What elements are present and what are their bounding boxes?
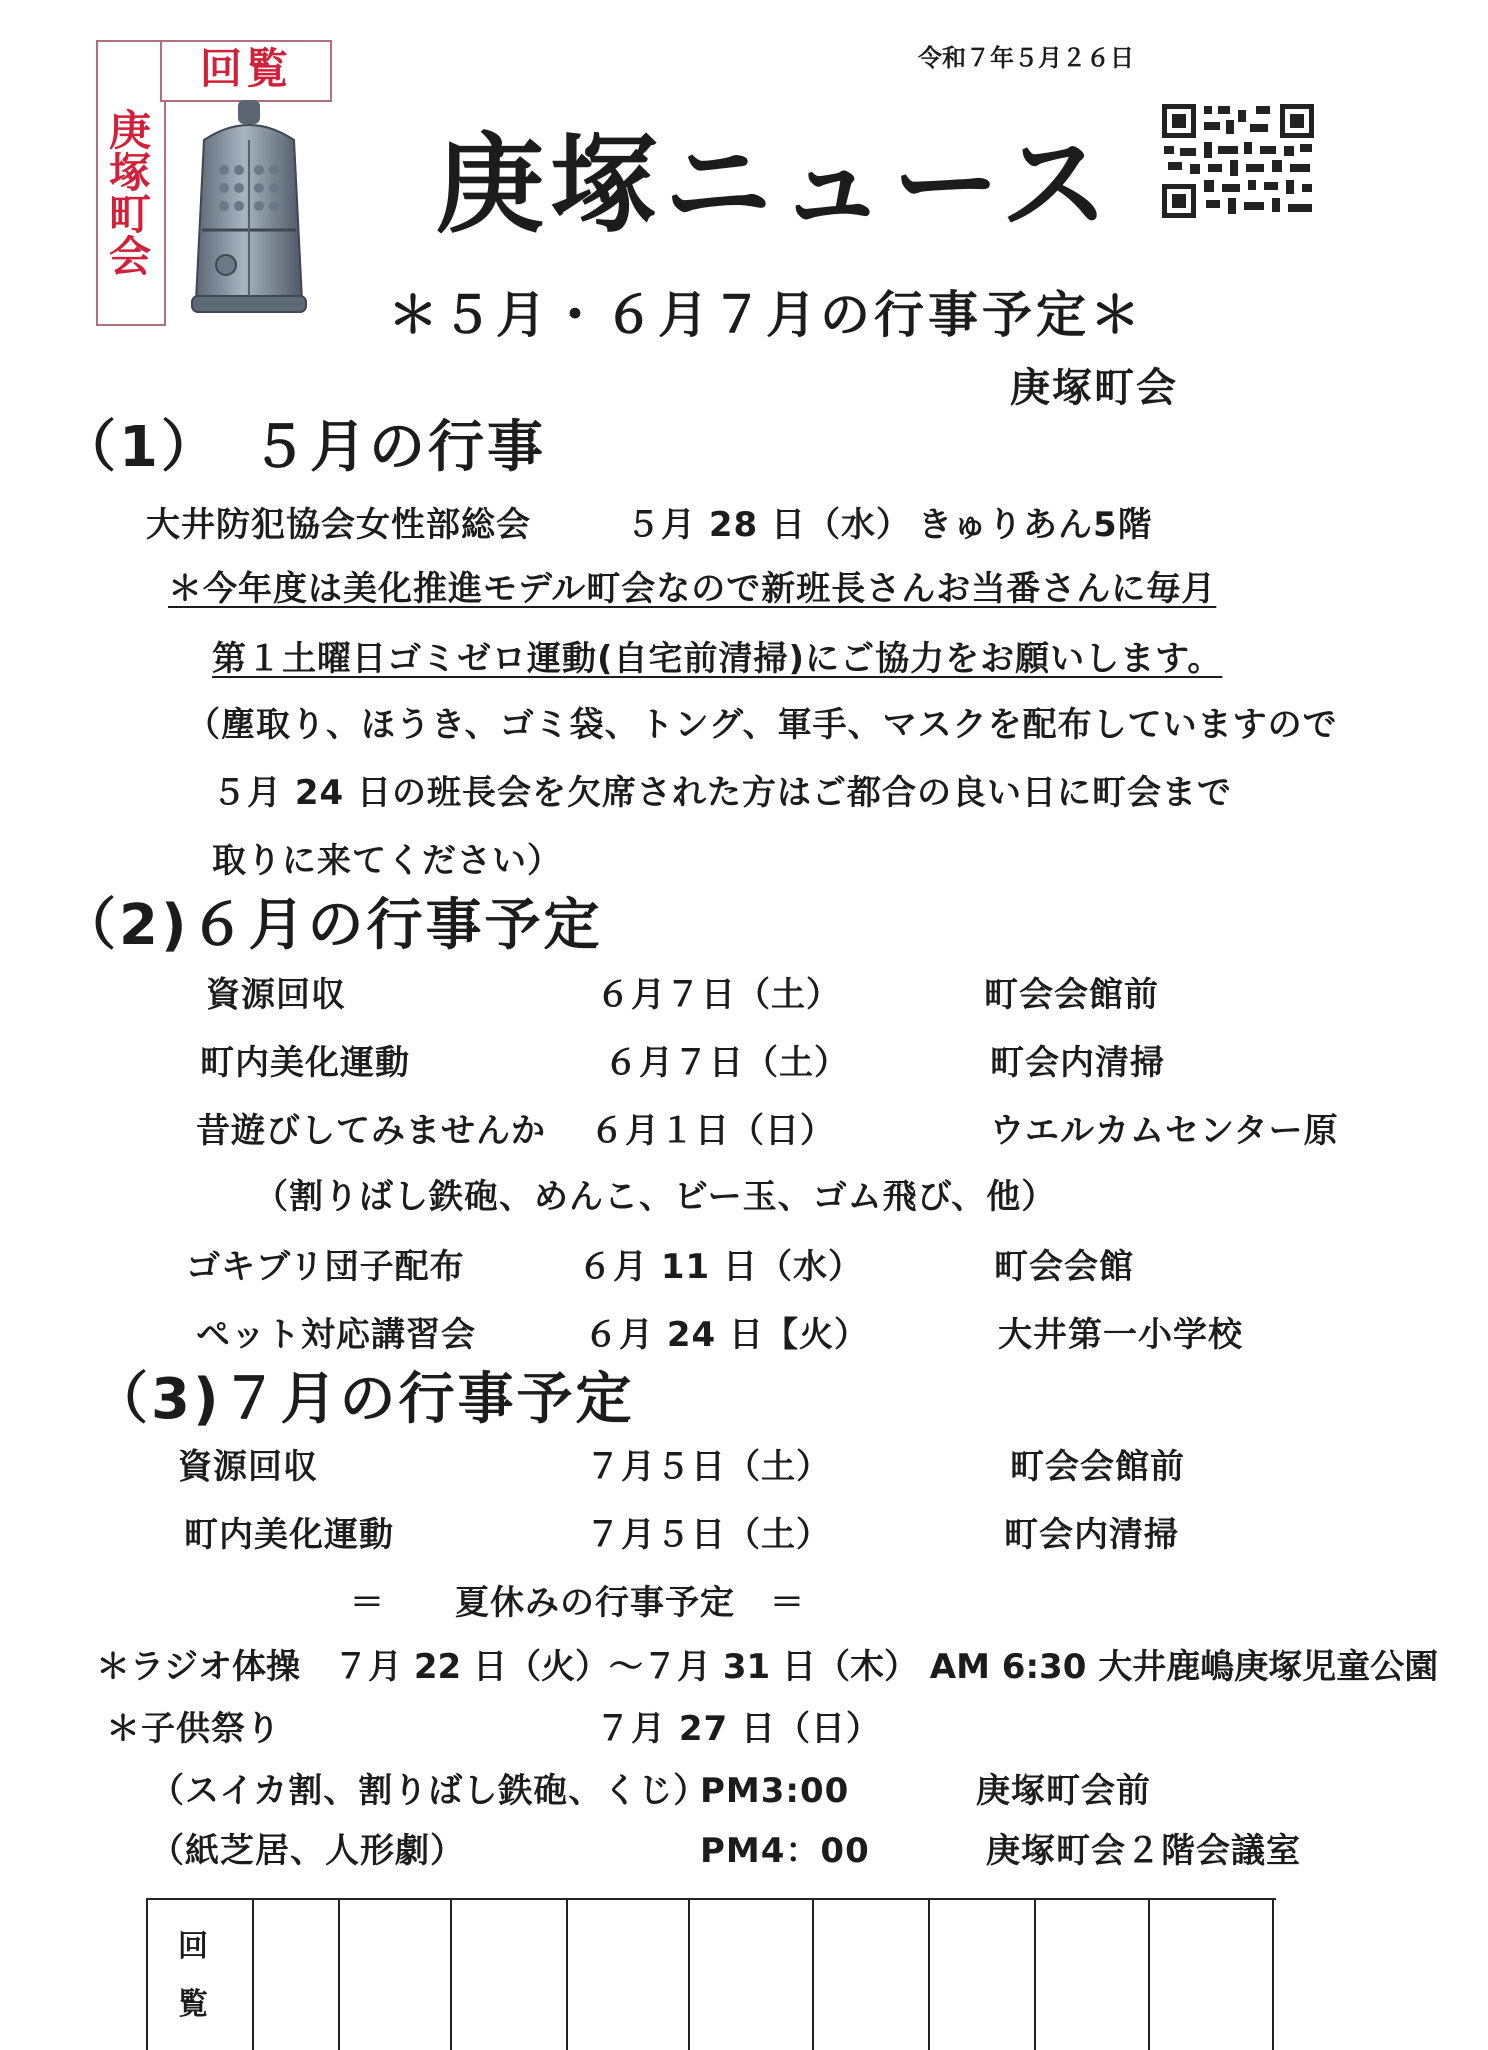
section-july-heading: （3)７月の行事予定 (92, 1367, 635, 1432)
stamp-side-box (96, 40, 166, 326)
june-row-4-name: ゴキブリ団子配布 (186, 1247, 465, 1287)
june-row-3-place: ウエルカムセンター原 (990, 1111, 1339, 1151)
june-row-3-name: 昔遊びしてみませんか (196, 1111, 546, 1151)
may-event-name: 大井防犯協会女性部総会 (146, 505, 531, 545)
july-row-2-place: 町会内清掃 (1004, 1515, 1179, 1555)
newsletter-title: 庚塚ニュース (436, 123, 1115, 248)
circulation-cell-divider (928, 1900, 930, 2050)
june-row-5-name: ペット対応講習会 (196, 1315, 476, 1355)
june-row-1-name: 資源回収 (206, 975, 346, 1015)
stamp-org-vertical: 庚塚町会 (103, 108, 152, 276)
section-may-heading: （1） ５月の行事 (60, 415, 546, 480)
kids-detail-1-items: （スイカ割、割りばし鉄砲、くじ） (150, 1771, 709, 1811)
july-row-2-date: ７月５日（土） (586, 1515, 831, 1555)
may-event-date: ５月 28 日（水） (626, 505, 911, 545)
may-paragraph-line-2: ５月 24 日の班長会を欠席された方はご都合の良い日に町会まで (212, 773, 1232, 813)
circulation-stamp (96, 40, 334, 322)
june-row-1-date: ６月７日（土） (596, 975, 841, 1015)
kids-detail-2-items: （紙芝居、人形劇） (150, 1831, 465, 1871)
july-row-1-name: 資源回収 (178, 1447, 318, 1487)
kids-festival-date: ７月 27 日（日） (596, 1709, 881, 1749)
kids-festival-label: ＊子供祭り (106, 1709, 281, 1749)
may-paragraph-line-1: （塵取り、ほうき、ゴミ袋、トング、軍手、マスクを配布していますので (186, 705, 1338, 745)
circulation-cell-divider (252, 1900, 254, 2050)
summer-heading: ＝ 夏休みの行事予定 ＝ (350, 1583, 805, 1623)
june-row-4-date: ６月 11 日（水） (578, 1247, 863, 1287)
july-row-1-place: 町会会館前 (1010, 1447, 1185, 1487)
june-row-5-date: ６月 24 日【火） (584, 1315, 869, 1355)
may-event-place: きゅりあん5階 (918, 505, 1153, 545)
circulation-cell-divider (812, 1900, 814, 2050)
newsletter-subtitle: ＊５月・６月７月の行事予定＊ (388, 286, 1144, 344)
radio-exercise-line: ＊ラジオ体操 ７月 22 日（火）～７月 31 日（木） AM 6:30 大井鹿嶋庚塚児童公園 (96, 1647, 1439, 1687)
june-row-5-place: 大井第一小学校 (998, 1315, 1243, 1355)
kids-detail-1-time: PM3:00 (700, 1771, 850, 1811)
may-note-line-1: ＊今年度は美化推進モデル町会なので新班長さんお当番さんに毎月 (168, 569, 1217, 609)
july-row-2-name: 町内美化運動 (184, 1515, 394, 1555)
circulation-cell-divider (566, 1900, 568, 2050)
circulation-cell-divider (1034, 1900, 1036, 2050)
june-row-2-name: 町内美化運動 (200, 1043, 410, 1083)
june-row-4-place: 町会会館 (994, 1247, 1134, 1287)
july-row-1-date: ７月５日（土） (586, 1447, 831, 1487)
may-paragraph-line-3: 取りに来てください） (212, 841, 562, 881)
circulation-cell-divider (450, 1900, 452, 2050)
qr-code-icon (1160, 102, 1316, 220)
june-row-1-place: 町会会館前 (984, 975, 1159, 1015)
circulation-cell-divider (688, 1900, 690, 2050)
june-row-3-date: ６月１日（日） (590, 1111, 835, 1151)
may-note-line-2: 第１土曜日ゴミゼロ運動(自宅前清掃)にご協力をお願いします。 (212, 639, 1223, 679)
circulation-cell-divider (1272, 1900, 1274, 2050)
circulation-cell-divider (338, 1900, 340, 2050)
circulation-label (178, 1918, 208, 2034)
kids-detail-2-time: PM4：00 (700, 1831, 870, 1871)
kids-detail-1-place: 庚塚町会前 (976, 1771, 1151, 1811)
circulation-table (146, 1898, 1276, 2050)
circulation-cell-divider (1148, 1900, 1150, 2050)
kids-detail-2-place: 庚塚町会２階会議室 (986, 1831, 1301, 1871)
temple-bell-icon (174, 100, 324, 326)
section-june-heading: （2)６月の行事予定 (60, 893, 603, 958)
issuer-name: 庚塚町会 (1010, 365, 1178, 411)
stamp-label: 回覧 (199, 44, 292, 93)
stamp-top-box (160, 40, 332, 102)
issue-date: 令和７年５月２６日 (918, 44, 1134, 72)
circulation-label-char-1: 回 (178, 1929, 208, 1964)
june-row-2-date: ６月７日（土） (604, 1043, 849, 1083)
circulation-label-char-2: 覧 (178, 1987, 208, 2022)
june-row-2-place: 町会内清掃 (990, 1043, 1165, 1083)
june-row-3-note: （割りばし鉄砲、めんこ、ビー玉、ゴム飛び、他） (254, 1177, 1057, 1217)
